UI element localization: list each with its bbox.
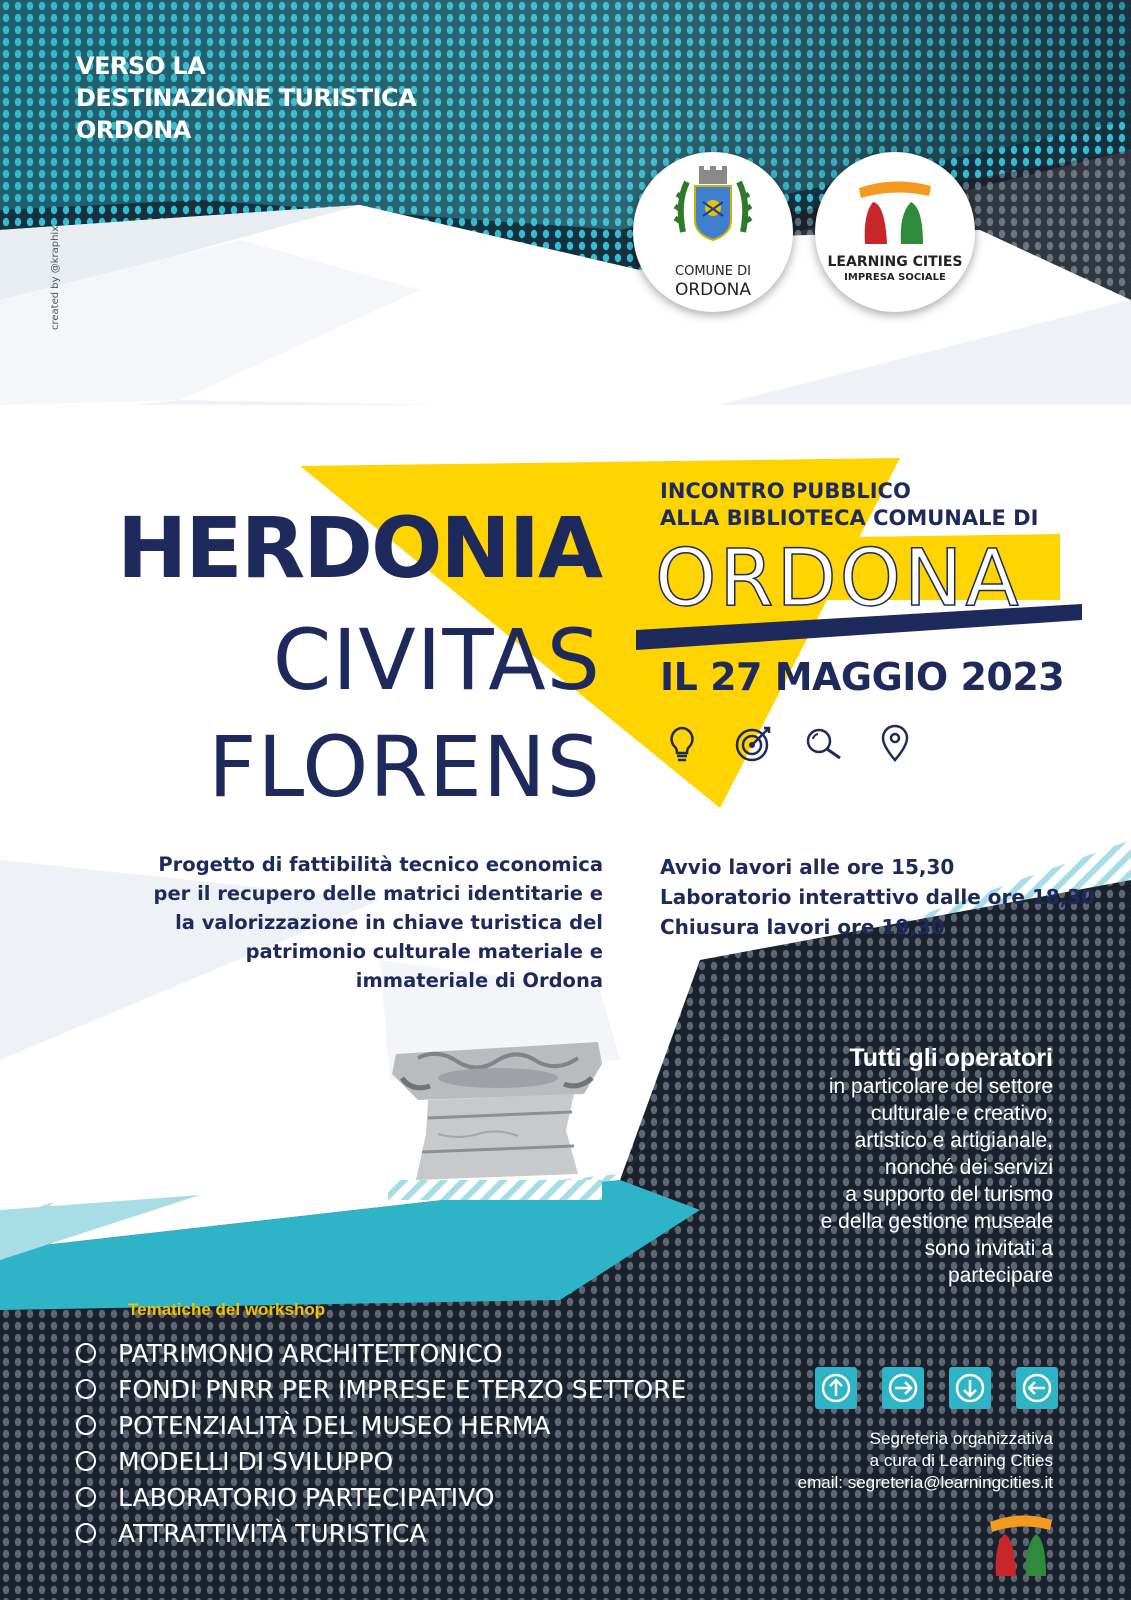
dolmen-icon xyxy=(855,174,935,254)
invitation-line: e della gestione museale xyxy=(820,1210,1053,1233)
schedule-start: Avvio lavori alle ore 15,30 xyxy=(660,855,955,879)
circle-bullet-icon xyxy=(76,1487,96,1507)
arrow-right-icon xyxy=(882,1367,924,1409)
topic-label: PATRIMONIO ARCHITETTONICO xyxy=(118,1339,503,1368)
event-line-1: INCONTRO PUBBLICO xyxy=(660,479,911,503)
learning-cities-name: LEARNING CITIES xyxy=(827,254,963,270)
title-line-2: CIVITAS xyxy=(272,611,601,709)
schedule-lab: Laboratorio interattivo dalle ore 18,30 xyxy=(660,885,1096,909)
learning-cities-logo xyxy=(815,152,975,312)
learning-cities-small-logo-icon xyxy=(988,1510,1054,1580)
invitation-text xyxy=(821,1043,1053,1289)
list-item xyxy=(76,1408,686,1444)
project-description xyxy=(83,850,603,995)
lightbulb-icon xyxy=(660,722,704,766)
location-pin-icon xyxy=(873,722,917,766)
event-place: ORDONA xyxy=(655,534,1022,624)
comune-logo xyxy=(633,152,793,312)
arrow-left-icon xyxy=(1016,1367,1058,1409)
arrow-down-icon xyxy=(949,1367,991,1409)
description-line: immateriale di Ordona xyxy=(355,969,603,992)
topic-label: ATTRATTIVITÀ TURISTICA xyxy=(118,1519,427,1548)
secretariat-info xyxy=(798,1428,1053,1494)
schedule xyxy=(660,852,1095,942)
topic-label: FONDI PNRR PER IMPRESE E TERZO SETTORE xyxy=(118,1375,687,1404)
circle-bullet-icon xyxy=(76,1379,96,1399)
workshop-topics xyxy=(76,1336,686,1552)
invitation-line: partecipare xyxy=(947,1264,1053,1287)
title-line-1: HERDONIA xyxy=(116,499,601,597)
invitation-line: culturale e creativo, xyxy=(870,1102,1053,1125)
magnifier-icon xyxy=(802,722,846,766)
title-line-3: FLORENS xyxy=(208,718,601,816)
header-line-2: DESTINAZIONE TURISTICA xyxy=(76,84,417,112)
workshop-title: Tematiche del workshop xyxy=(128,1300,326,1319)
topic-label: LABORATORIO PARTECIPATIVO xyxy=(118,1483,495,1512)
header-line-1: VERSO LA xyxy=(76,52,206,80)
secretariat-line: Segreteria organizzativa xyxy=(869,1429,1053,1448)
column-capital-image xyxy=(388,1034,608,1204)
description-line: Progetto di fattibilità tecnico economica xyxy=(158,853,603,876)
arrow-up-icon xyxy=(815,1367,857,1409)
invitation-line: in particolare del settore xyxy=(828,1075,1053,1098)
event-line-2: ALLA BIBLIOTECA COMUNALE DI xyxy=(660,506,1039,530)
arrow-icons xyxy=(815,1367,1078,1413)
invitation-line: sono invitati a xyxy=(924,1237,1053,1260)
theme-icons xyxy=(660,722,939,766)
designer-credit: created by @kraphix xyxy=(50,225,61,330)
coat-of-arms-icon xyxy=(673,162,753,262)
circle-bullet-icon xyxy=(76,1523,96,1543)
comune-name: ORDONA xyxy=(674,280,751,300)
list-item xyxy=(76,1336,686,1372)
description-line: per il recupero delle matrici identitarie e xyxy=(153,882,603,905)
list-item xyxy=(76,1444,686,1480)
list-item xyxy=(76,1480,686,1516)
invitation-line: nonché dei servizi xyxy=(884,1156,1053,1179)
secretariat-line: a cura di Learning Cities xyxy=(869,1451,1053,1470)
invitation-heading: Tutti gli operatori xyxy=(849,1044,1053,1072)
header-line-3: ORDONA xyxy=(76,116,191,144)
secretariat-email: email: segreteria@learningcities.it xyxy=(797,1473,1053,1492)
event-heading xyxy=(660,478,1038,532)
circle-bullet-icon xyxy=(76,1415,96,1435)
circle-bullet-icon xyxy=(76,1451,96,1471)
topic-label: POTENZIALITÀ DEL MUSEO HERMA xyxy=(118,1411,551,1440)
description-line: patrimonio culturale materiale e xyxy=(245,940,603,963)
list-item xyxy=(76,1372,686,1408)
topic-label: MODELLI DI SVILUPPO xyxy=(118,1447,394,1476)
header-title xyxy=(76,50,416,146)
invitation-line: a supporto del turismo xyxy=(845,1183,1053,1206)
description-line: la valorizzazione in chiave turistica del xyxy=(175,911,603,934)
invitation-line: artistico e artigianale, xyxy=(854,1129,1053,1152)
event-date: IL 27 MAGGIO 2023 xyxy=(660,655,1065,699)
list-item xyxy=(76,1516,686,1552)
schedule-end: Chiusura lavori ore 19,30 xyxy=(660,915,945,939)
comune-label: COMUNE DI xyxy=(675,264,751,279)
circle-bullet-icon xyxy=(76,1343,96,1363)
target-icon xyxy=(731,722,775,766)
learning-cities-subtitle: IMPRESA SOCIALE xyxy=(844,272,946,283)
